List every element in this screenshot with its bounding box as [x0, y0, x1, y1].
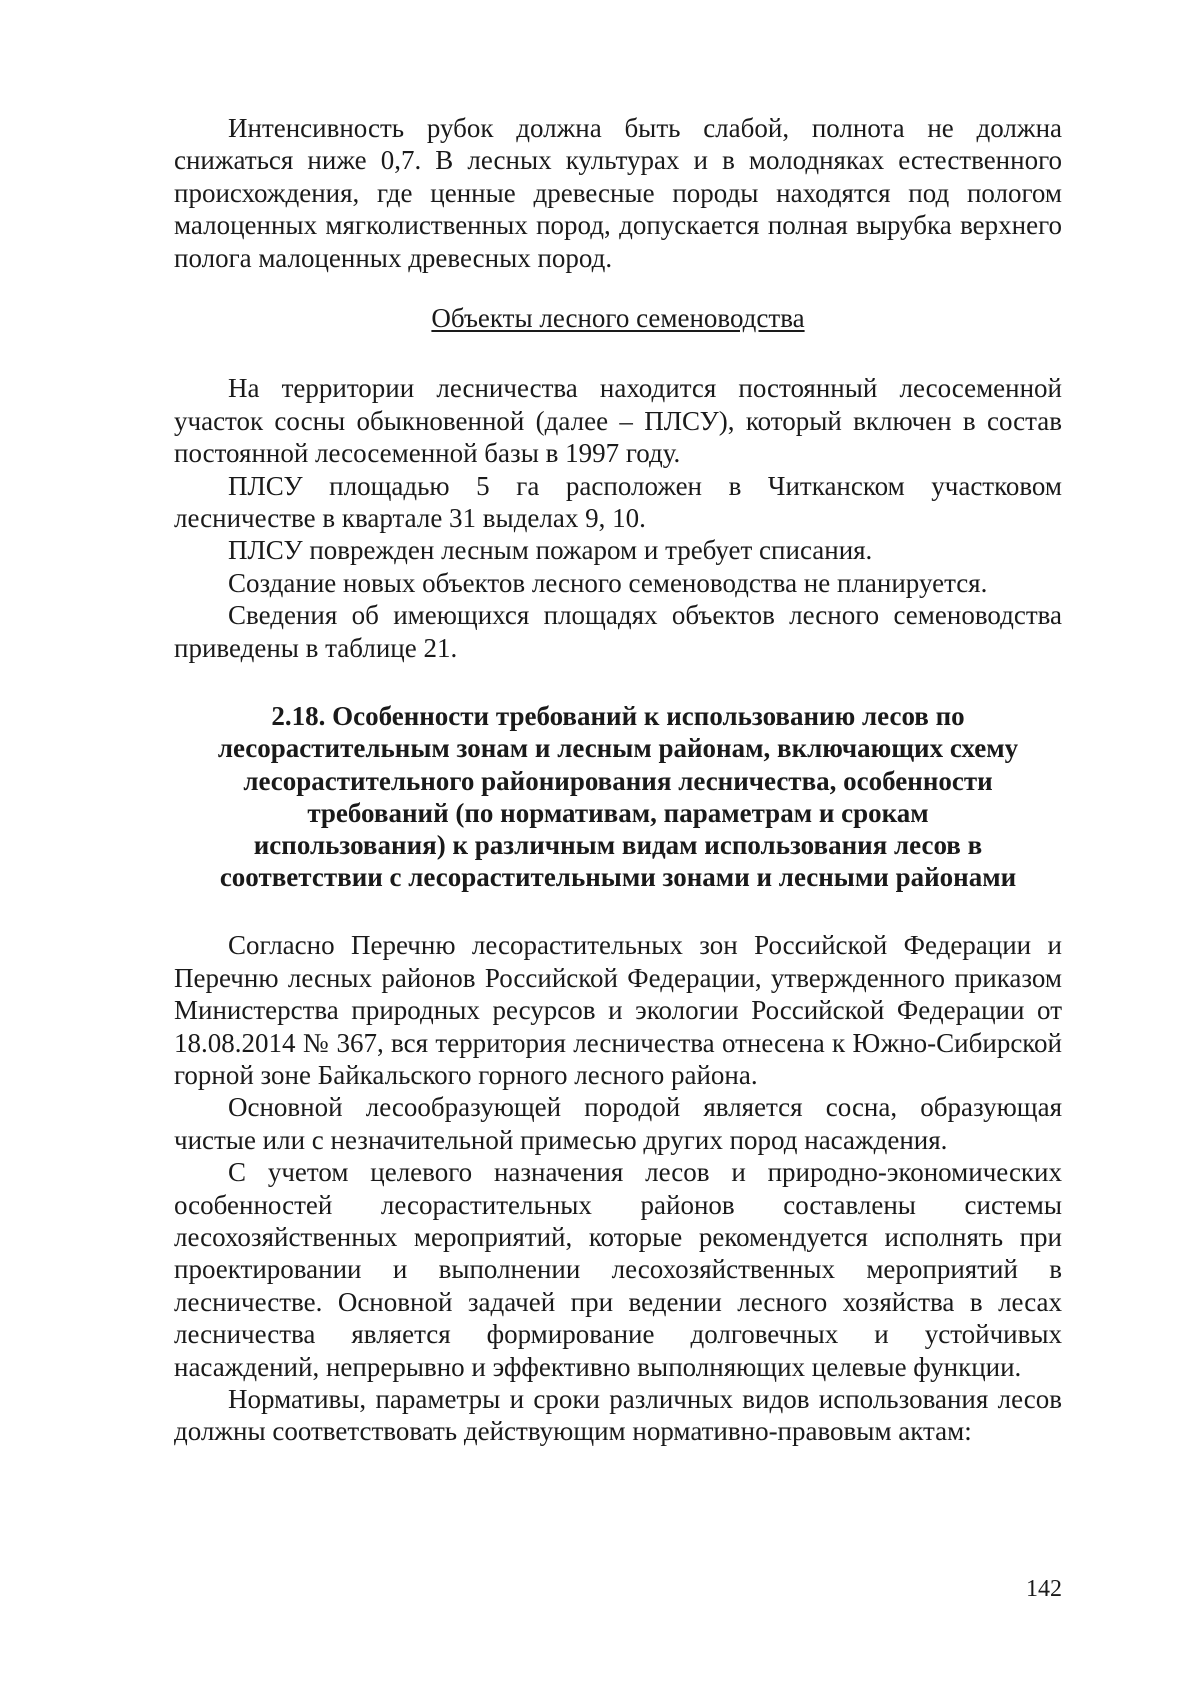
section-title-line: использования) к различным видам использования лесов в [253, 829, 983, 860]
paragraph-body-4: Нормативы, параметры и сроки различных видов использования лесов должны соответствовать действующим нормативно-правовым актам: [174, 1384, 1062, 1447]
document-page [174, 112, 1062, 1448]
section-title-line: лесорастительным зонам и лесным районам, включающих схему [217, 733, 1019, 764]
paragraph-body-3: С учетом целевого назначения лесов и природно-экономических особенностей лесорастительных районов составлены системы лесохозяйственных мероприятий, которые рекомендуется исполнять при проектировании и выполнении лесохозяйственных мероприятий в лесничестве. Основной задачей при ведении лесного хозяйства в лесах лесничества является формирование долговечных и устойчивых насаждений, непрерывно и эффективно выполняющих целевые функции. [174, 1157, 1062, 1382]
subheading-seed-objects: Объекты лесного семеноводства [431, 303, 805, 334]
section-title-line: лесорастительного районирования лесничества, особенности [243, 765, 993, 796]
paragraph-seed-3: ПЛСУ поврежден лесным пожаром и требует списания. [228, 535, 873, 566]
paragraph-body-1: Согласно Перечню лесорастительных зон Российской Федерации и Перечню лесных районов Российской Федерации, утвержденного приказом Министерства природных ресурсов и экологии Российской Федерации от 18.08.2014 № 367, вся территория лесничества отнесена к Южно-Сибирской горной зоне Байкальского горного лесного района. [174, 930, 1062, 1090]
paragraph-seed-2: ПЛСУ площадью 5 га расположен в Читканском участковом лесничестве в квартале 31 выделах 9, 10. [174, 470, 1062, 534]
section-title-line: 2.18. Особенности требований к использованию лесов по [271, 701, 965, 732]
paragraph-body-2: Основной лесообразующей породой является сосна, образующая чистые или с незначительной примесью других пород насаждения. [174, 1092, 1062, 1155]
page-number: 142 [1026, 1576, 1062, 1602]
paragraph-seed-4: Создание новых объектов лесного семеноводства не планируется. [228, 567, 988, 598]
paragraph-seed-1: На территории лесничества находится постоянный лесосеменной участок сосны обыкновенной (далее – ПЛСУ), который включен в состав постоянной лесосеменной базы в 1997 году. [174, 373, 1062, 469]
section-title [174, 700, 1062, 893]
section-title-line: соответствии с лесорастительными зонами и лесными районами [219, 862, 1017, 893]
paragraph-seed-5: Сведения об имеющихся площадях объектов лесного семеноводства приведены в таблице 21. [174, 600, 1062, 663]
paragraph-intro: Интенсивность рубок должна быть слабой, полнота не должна снижаться ниже 0,7. В лесных культурах и в молодняках естественного происхождения, где ценные древесные породы находятся под пологом малоценных мягколиственных пород, допускается полная вырубка верхнего полога малоценных древесных пород. [174, 113, 1062, 273]
section-title-line: требований (по нормативам, параметрам и срокам [307, 797, 929, 828]
